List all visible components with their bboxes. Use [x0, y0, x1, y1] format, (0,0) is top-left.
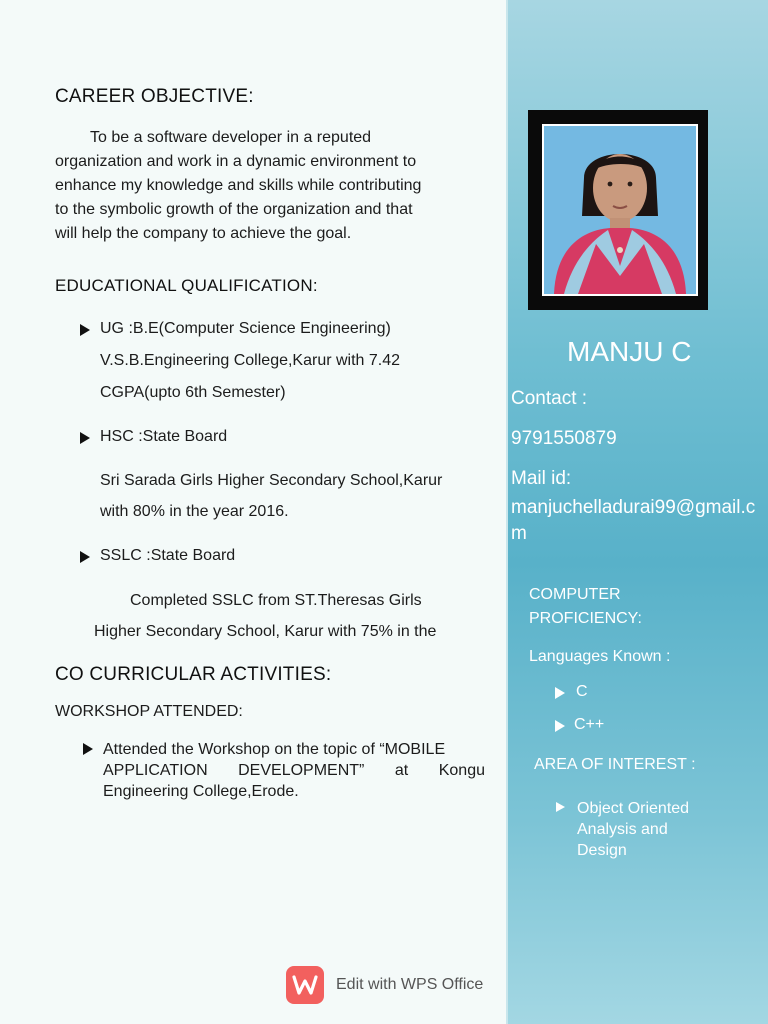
- hsc-line: Sri Sarada Girls Higher Secondary School,Karur: [100, 472, 443, 489]
- bullet-arrow-icon: [555, 720, 565, 732]
- workshop-heading: WORKSHOP ATTENDED:: [55, 703, 243, 720]
- hsc-line: HSC :State Board: [100, 428, 228, 445]
- sslc-line: Completed SSLC from ST.Theresas Girls: [130, 592, 422, 609]
- interest-line: Design: [577, 842, 627, 859]
- sslc-line: Higher Secondary School, Karur with 75% in the: [94, 623, 437, 640]
- education-heading: EDUCATIONAL QUALIFICATION:: [55, 276, 318, 295]
- career-line: organization and work in a dynamic environment to: [55, 153, 417, 170]
- interest-line: Analysis and: [577, 821, 668, 838]
- languages-label: Languages Known :: [529, 648, 671, 665]
- bullet-arrow-icon: [80, 551, 90, 563]
- wps-logo-icon: [286, 966, 324, 1004]
- bullet-arrow-icon: [80, 432, 90, 444]
- career-line: will help the company to achieve the goal.: [55, 225, 352, 242]
- sslc-line: SSLC :State Board: [100, 547, 236, 564]
- career-line: To be a software developer in a reputed: [90, 129, 372, 146]
- bullet-arrow-icon: [83, 743, 93, 755]
- contact-label: Contact :: [511, 388, 588, 409]
- profile-photo-frame: [528, 110, 708, 310]
- candidate-name: MANJU C: [567, 336, 692, 367]
- bullet-arrow-icon: [555, 687, 565, 699]
- proficiency-heading-cont: PROFICIENCY:: [529, 610, 642, 627]
- ug-line: V.S.B.Engineering College,Karur with 7.42: [100, 352, 401, 369]
- mail-label: Mail id:: [511, 468, 572, 489]
- ug-line: UG :B.E(Computer Science Engineering): [100, 320, 391, 337]
- interest-line: Object Oriented: [577, 800, 690, 817]
- proficiency-heading: COMPUTER: [529, 586, 621, 603]
- workshop-line: Attended the Workshop on the topic of “MOBILE: [103, 741, 446, 758]
- phone-number: 9791550879: [511, 428, 617, 449]
- co-curricular-heading: CO CURRICULAR ACTIVITIES:: [55, 664, 332, 685]
- workshop-text: [103, 739, 485, 802]
- profile-photo: [542, 124, 698, 296]
- language-item: C: [576, 683, 588, 700]
- workshop-line: Engineering College,Erode.: [103, 783, 299, 800]
- career-objective-text: [55, 126, 485, 246]
- watermark-text: Edit with WPS Office: [336, 976, 484, 993]
- interest-text: [577, 798, 689, 861]
- language-item: C++: [574, 716, 605, 733]
- career-objective-heading: CAREER OBJECTIVE:: [55, 86, 254, 107]
- bullet-arrow-icon: [556, 802, 565, 812]
- hsc-line: with 80% in the year 2016.: [100, 503, 289, 520]
- ug-line: CGPA(upto 6th Semester): [100, 384, 286, 401]
- interest-heading: AREA OF INTEREST :: [534, 756, 696, 773]
- bullet-arrow-icon: [80, 324, 90, 336]
- workshop-line: APPLICATION DEVELOPMENT” at Kongu: [103, 762, 485, 779]
- career-line: enhance my knowledge and skills while contributing: [55, 177, 422, 194]
- career-line: to the symbolic growth of the organization and that: [55, 201, 413, 218]
- email-address-cont: m: [511, 523, 527, 544]
- email-address: manjuchelladurai99@gmail.c: [511, 497, 756, 518]
